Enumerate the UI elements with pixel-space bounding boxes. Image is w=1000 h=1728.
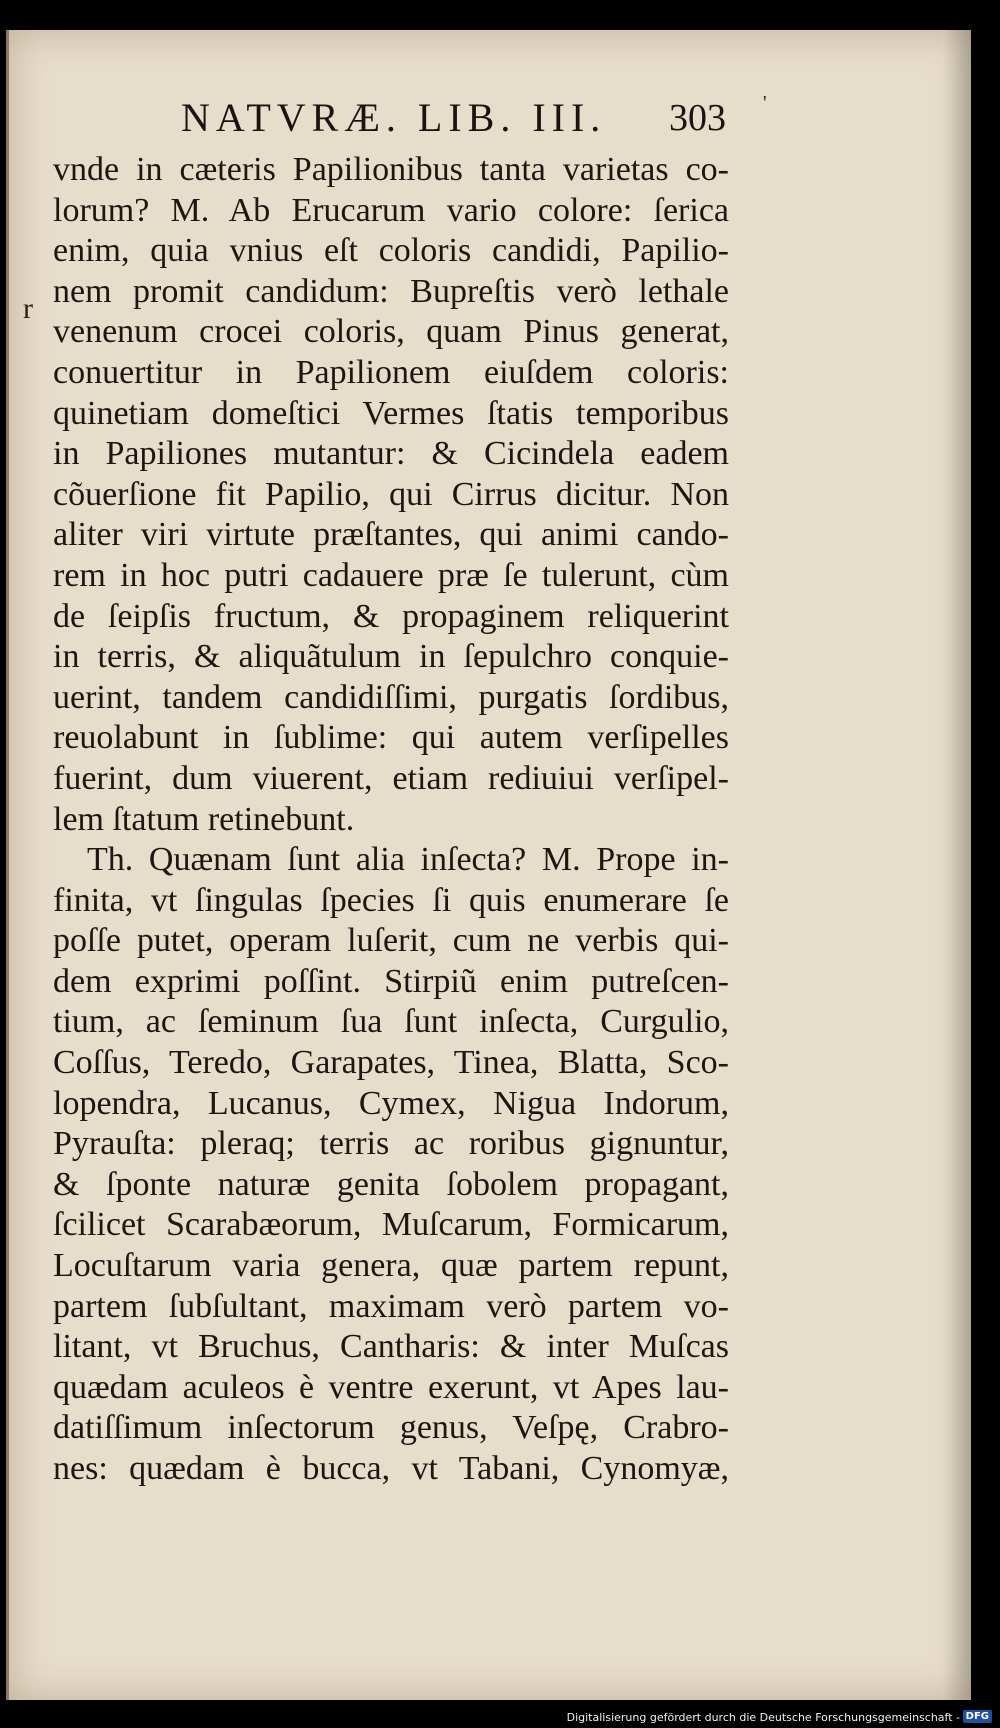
text-line: tium, ac ſeminum ſua ſunt inſecta, Curgulio, bbox=[53, 1003, 729, 1041]
footer-bar bbox=[0, 1702, 1000, 1728]
text-line: vnde in cæteris Papilionibus tanta varietas co- bbox=[53, 151, 729, 188]
text-line: Th. Quænam ſunt alia inſecta? M. Prope in- bbox=[87, 841, 729, 879]
funding-credit: Digitalisierung gefördert durch die Deutsche Forschungsgemeinschaft - bbox=[566, 1711, 960, 1724]
dfg-logo-badge: DFG bbox=[963, 1710, 992, 1723]
text-line: enim, quia vnius eſt coloris candidi, Papilio- bbox=[53, 232, 729, 270]
text-line: lopendra, Lucanus, Cymex, Nigua Indorum, bbox=[53, 1084, 729, 1122]
text-line: Pyrauſta: pleraq; terris ac roribus gignuntur, bbox=[53, 1125, 729, 1163]
text-line: Locuſtarum varia genera, quæ partem repunt, bbox=[53, 1247, 729, 1285]
text-line: poſſe putet, operam luſerit, cum ne verbis qui- bbox=[53, 922, 729, 960]
text-line: reuolabunt in ſublime: qui autem verſipelles bbox=[53, 719, 729, 757]
text-line: uerint, tandem candidiſſimi, purgatis ſordibus, bbox=[53, 678, 729, 716]
text-line: & ſponte naturæ genita ſobolem propagant, bbox=[53, 1165, 729, 1203]
running-title: NATVRÆ. LIB. III. bbox=[181, 95, 607, 140]
text-line: ſcilicet Scarabæorum, Muſcarum, Formicarum, bbox=[53, 1206, 729, 1244]
text-line: Coſſus, Teredo, Garapates, Tinea, Blatta, Sco- bbox=[53, 1044, 729, 1082]
text-line: in terris, & aliquãtulum in ſepulchro conquie- bbox=[53, 638, 729, 676]
text-line: lem ſtatum retinebunt. bbox=[53, 800, 355, 838]
text-line: quinetiam domeſtici Vermes ſtatis temporibus bbox=[53, 394, 729, 432]
text-line: quædam aculeos è ventre exerunt, vt Apes lau- bbox=[53, 1368, 729, 1406]
page-number: 303 bbox=[669, 97, 726, 139]
text-line: nem promit candidum: Bupreſtis verò lethale bbox=[53, 272, 729, 310]
text-line: venenum crocei coloris, quam Pinus generat, bbox=[53, 313, 729, 351]
body-text bbox=[53, 150, 729, 1490]
book-page bbox=[6, 30, 971, 1700]
text-line: finita, vt ſingulas ſpecies ſi quis enumerare ſe bbox=[53, 881, 729, 919]
text-line: conuertitur in Papilionem eiuſdem coloris: bbox=[53, 353, 729, 391]
text-line: lorum? M. Ab Erucarum vario colore: ſerica bbox=[53, 191, 729, 229]
text-line: fuerint, dum viuerent, etiam rediuiui verſipel- bbox=[53, 759, 729, 797]
margin-mark-left: r bbox=[23, 292, 33, 325]
text-line: aliter viri virtute præſtantes, qui animi cando- bbox=[53, 516, 729, 554]
text-line: de ſeipſis fructum, & propaginem reliquerint bbox=[53, 597, 729, 635]
text-line: nes: quædam è bucca, vt Tabani, Cynomyæ, bbox=[53, 1450, 729, 1487]
text-line: in Papiliones mutantur: & Cicindela eadem bbox=[53, 435, 729, 473]
text-line: dem exprimi poſſint. Stirpiũ enim putreſcen- bbox=[53, 962, 729, 1000]
margin-mark-top-right: ' bbox=[763, 92, 767, 114]
text-line: cõuerſione fit Papilio, qui Cirrus dicitur. Non bbox=[53, 475, 729, 513]
text-line: datiſſimum inſectorum genus, Veſpę, Crabro- bbox=[53, 1409, 729, 1447]
text-line: litant, vt Bruchus, Cantharis: & inter Muſcas bbox=[53, 1328, 729, 1366]
text-line: rem in hoc putri cadauere præ ſe tulerunt, cùm bbox=[53, 556, 729, 594]
text-line: partem ſubſultant, maximam verò partem vo- bbox=[53, 1287, 729, 1325]
